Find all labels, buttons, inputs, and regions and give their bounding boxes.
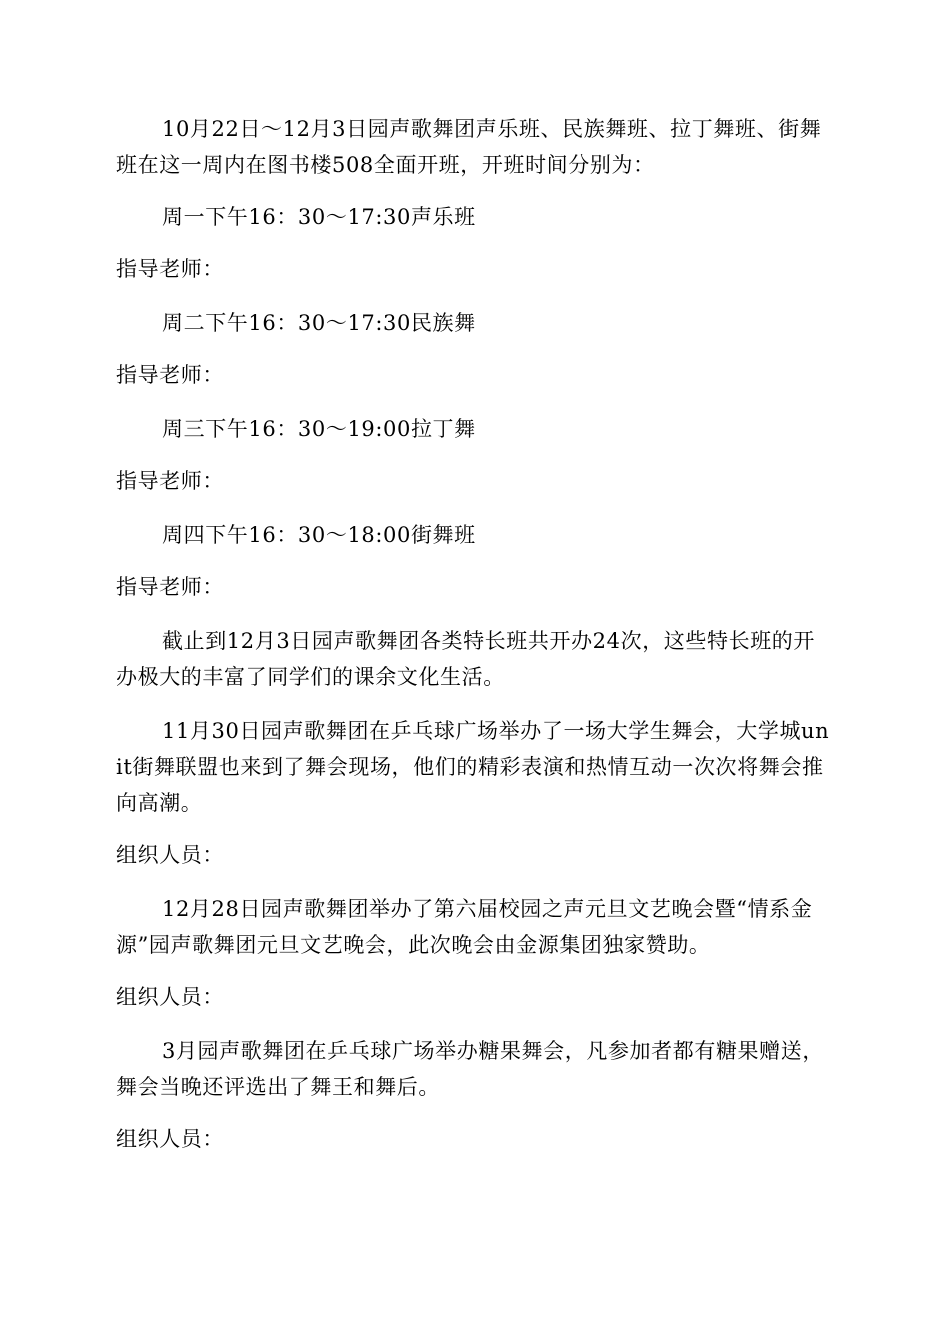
instructor-label-folk: 指导老师： xyxy=(116,363,224,387)
paragraph-class-opening: 10月22日～12月3日园声歌舞团声乐班、民族舞班、拉丁舞班、街舞班在这一周内在图书楼508全面开班，开班时间分别为： xyxy=(116,117,822,177)
organizer-label-ball: 组织人员： xyxy=(116,843,224,867)
instructor-label-vocal: 指导老师： xyxy=(116,257,224,281)
paragraph-new-year-gala: 12月28日园声歌舞团举办了第六届校园之声元旦文艺晚会暨“情系金源”园声歌舞团元旦文艺晚会，此次晚会由金源集团独家赞助。 xyxy=(116,897,813,957)
paragraph-class-summary: 截止到12月3日园声歌舞团各类特长班共开办24次，这些特长班的开办极大的丰富了同学们的课余文化生活。 xyxy=(116,629,816,689)
schedule-latin-dance: 周三下午16：30～19:00拉丁舞 xyxy=(162,417,476,441)
paragraph-student-ball: 11月30日园声歌舞团在乒乓球广场举办了一场大学生舞会，大学城unit街舞联盟也来到了舞会现场，他们的精彩表演和热情互动一次次将舞会推向高潮。 xyxy=(116,719,830,815)
paragraph-candy-ball: 3月园声歌舞团在乒乓球广场举办糖果舞会，凡参加者都有糖果赠送，舞会当晚还评选出了舞王和舞后。 xyxy=(116,1039,824,1099)
schedule-street-dance: 周四下午16：30～18:00街舞班 xyxy=(162,523,476,547)
document-page xyxy=(116,111,836,1157)
instructor-label-latin: 指导老师： xyxy=(116,469,224,493)
organizer-label-candy: 组织人员： xyxy=(116,1127,224,1151)
organizer-label-gala: 组织人员： xyxy=(116,985,224,1009)
schedule-folk-dance: 周二下午16：30～17:30民族舞 xyxy=(162,311,476,335)
instructor-label-street: 指导老师： xyxy=(116,575,224,599)
schedule-vocal: 周一下午16：30～17:30声乐班 xyxy=(162,205,476,229)
